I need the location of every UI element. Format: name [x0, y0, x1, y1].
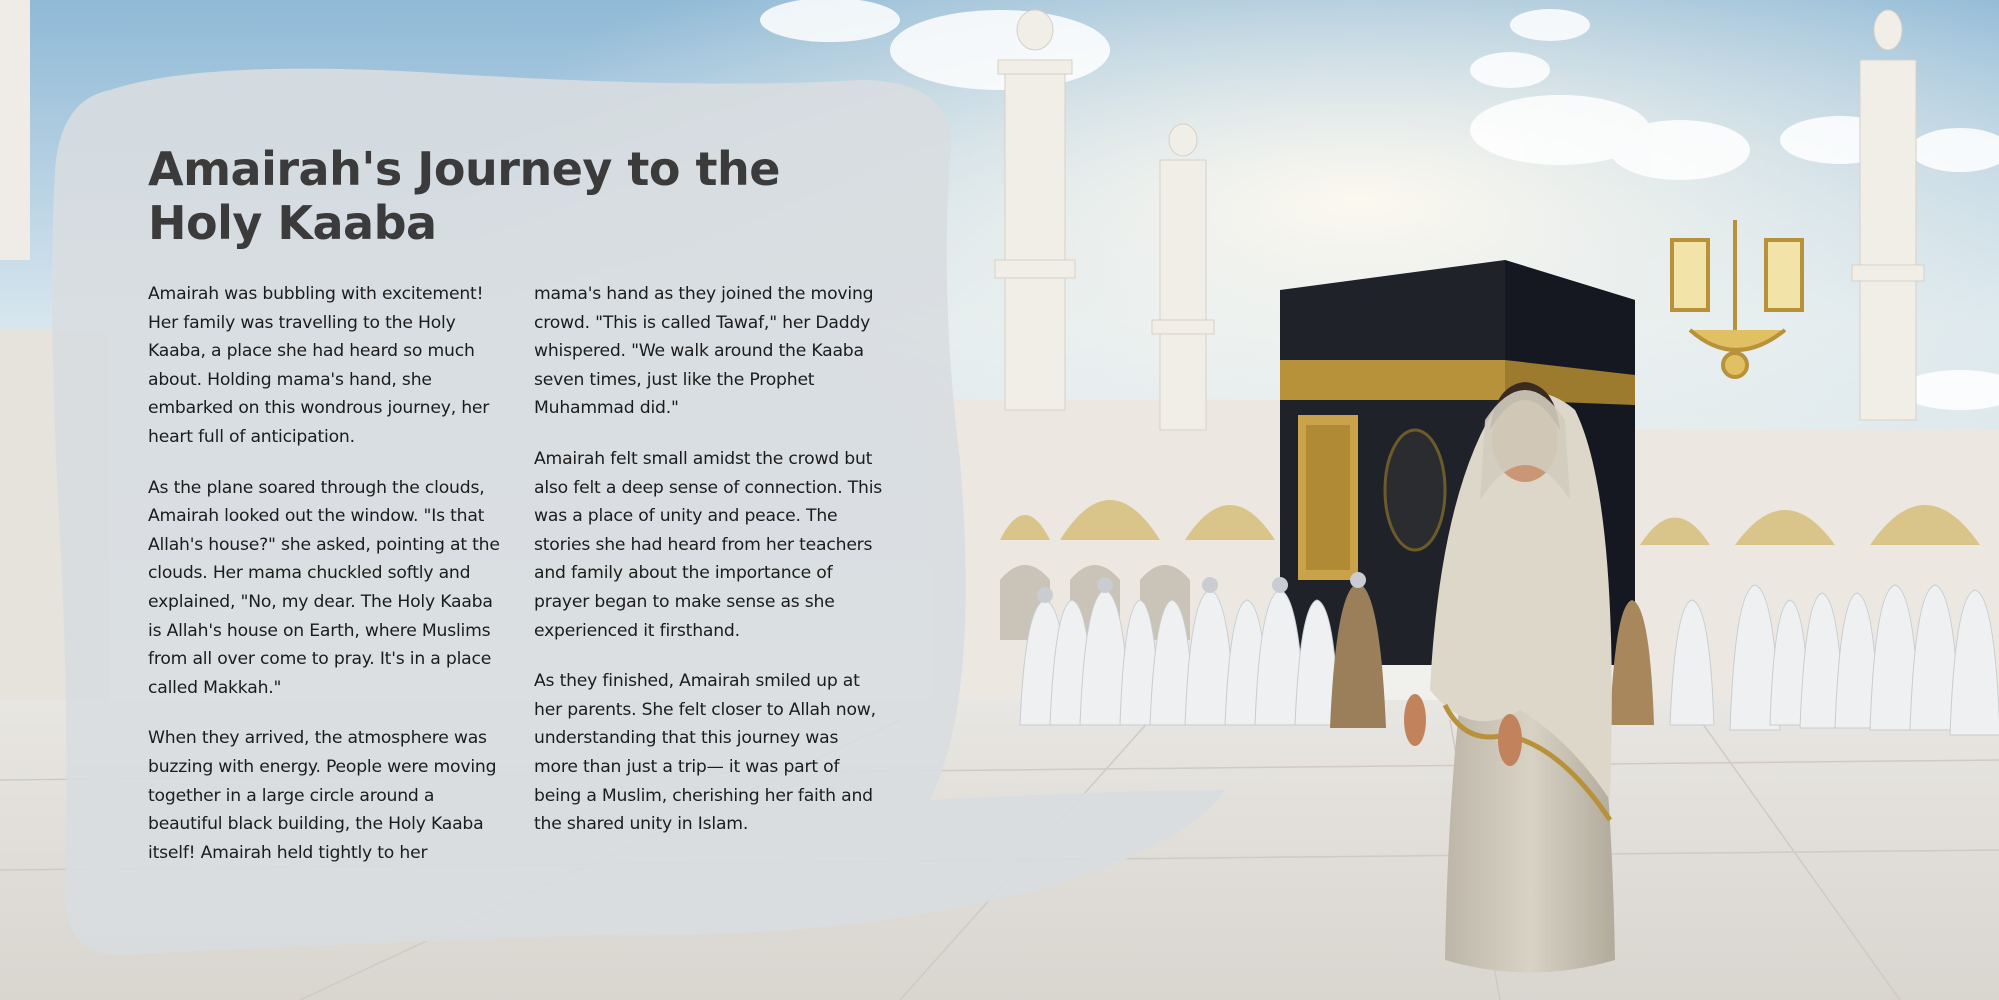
paragraph-3: When they arrived, the atmosphere was buzzing with energy. People were moving together in a large circle around a beautiful black building, the Holy Kaaba itself! Amairah held tightly to her — [148, 728, 497, 863]
page-title: Amairah's Journey to the Holy Kaaba — [148, 142, 780, 250]
paragraph-4: mama's hand as they joined the moving crowd. "This is called Tawaf," her Daddy whispered. "We walk around the Kaaba seven times, just like the Prophet Muhammad did." — [534, 284, 874, 419]
paragraph-5: Amairah felt small amidst the crowd but also felt a deep sense of connection. This was a place of unity and peace. The stories she had heard from her teachers and family about the importance of prayer began to make sense as she experienced it firsthand. — [534, 448, 883, 641]
story-column-right — [534, 280, 886, 861]
paragraph-2: As the plane soared through the clouds, Amairah looked out the window. "Is that Allah's house?" she asked, pointing at the clouds. Her mama chuckled softly and explained, "No, my dear. The Holy Kaaba is Allah's house on Earth, where Muslims from all over come to pray. It's in a place called Makkah." — [148, 477, 500, 698]
paragraph-6: As they finished, Amairah smiled up at her parents. She felt closer to Allah now, understanding that this journey was more than just a trip— it was part of being a Muslim, cherishing her faith and the shared unity in Islam. — [534, 671, 876, 835]
story-column-left — [148, 280, 500, 889]
paragraph-1: Amairah was bubbling with excitement! Her family was travelling to the Holy Kaaba, a place she had heard so much about. Holding mama's hand, she embarked on this wondrous journey, her heart full of anticipation. — [148, 284, 490, 447]
